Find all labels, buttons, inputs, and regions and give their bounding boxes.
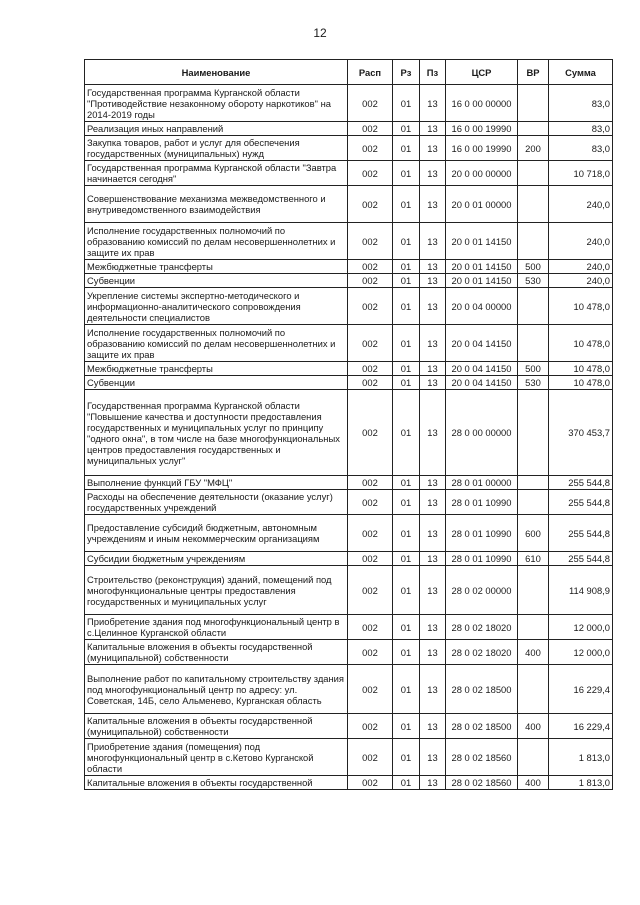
cell-rz: 01	[393, 739, 420, 776]
cell-rasp: 002	[348, 136, 393, 161]
cell-sum: 240,0	[549, 223, 613, 260]
cell-rz: 01	[393, 274, 420, 288]
cell-sum: 240,0	[549, 260, 613, 274]
cell-name: Исполнение государственных полномочий по образованию комиссий по делам несовершеннолетних и защите их прав	[85, 325, 348, 362]
cell-vr	[518, 490, 549, 515]
cell-rz: 01	[393, 640, 420, 665]
table-body	[85, 85, 613, 790]
cell-name: Капитальные вложения в объекты государственной (муниципальной) собственности	[85, 640, 348, 665]
cell-csr: 20 0 01 14150	[446, 274, 518, 288]
cell-vr: 530	[518, 274, 549, 288]
cell-vr	[518, 288, 549, 325]
cell-name: Государственная программа Курганской области "Повышение качества и доступности предоставления государственных и муниципальных услуг по принципу "одного окна", в том числе на базе многофункциональных центров предоставления государственных и муниципальных услуг"	[85, 390, 348, 476]
cell-pz: 13	[420, 136, 446, 161]
cell-csr: 20 0 01 14150	[446, 223, 518, 260]
cell-rz: 01	[393, 615, 420, 640]
table-row	[85, 739, 613, 776]
cell-csr: 28 0 01 00000	[446, 476, 518, 490]
cell-pz: 13	[420, 325, 446, 362]
cell-vr	[518, 615, 549, 640]
cell-pz: 13	[420, 665, 446, 714]
cell-csr: 28 0 02 18020	[446, 640, 518, 665]
cell-name: Реализация иных направлений	[85, 122, 348, 136]
cell-vr: 500	[518, 362, 549, 376]
cell-pz: 13	[420, 161, 446, 186]
cell-rasp: 002	[348, 325, 393, 362]
cell-sum: 255 544,8	[549, 552, 613, 566]
cell-name: Государственная программа Курганской области "Завтра начинается сегодня"	[85, 161, 348, 186]
cell-name: Выполнение работ по капитальному строительству здания под многофункциональный центр по адресу: ул. Советская, 14Б, село Альменево, Курганская область	[85, 665, 348, 714]
table-row	[85, 490, 613, 515]
cell-vr	[518, 85, 549, 122]
cell-name: Субвенции	[85, 376, 348, 390]
cell-sum: 114 908,9	[549, 566, 613, 615]
cell-csr: 16 0 00 19990	[446, 122, 518, 136]
header-sum: Сумма	[549, 60, 613, 85]
cell-rasp: 002	[348, 186, 393, 223]
cell-sum: 1 813,0	[549, 739, 613, 776]
cell-rz: 01	[393, 122, 420, 136]
cell-rz: 01	[393, 776, 420, 790]
cell-vr	[518, 325, 549, 362]
header-rasp: Расп	[348, 60, 393, 85]
cell-pz: 13	[420, 739, 446, 776]
cell-rasp: 002	[348, 739, 393, 776]
cell-rz: 01	[393, 490, 420, 515]
cell-sum: 240,0	[549, 274, 613, 288]
cell-csr: 28 0 02 00000	[446, 566, 518, 615]
table-row	[85, 260, 613, 274]
cell-vr: 500	[518, 260, 549, 274]
cell-name: Приобретение здания (помещения) под многофункциональный центр в с.Кетово Курганской области	[85, 739, 348, 776]
table-row	[85, 515, 613, 552]
cell-rz: 01	[393, 136, 420, 161]
cell-csr: 28 0 02 18500	[446, 714, 518, 739]
cell-csr: 20 0 04 14150	[446, 376, 518, 390]
cell-vr	[518, 186, 549, 223]
table-row	[85, 615, 613, 640]
page-number: 12	[313, 26, 327, 40]
cell-rz: 01	[393, 362, 420, 376]
cell-rasp: 002	[348, 476, 393, 490]
table-row	[85, 476, 613, 490]
table-row	[85, 390, 613, 476]
cell-pz: 13	[420, 714, 446, 739]
cell-sum: 16 229,4	[549, 714, 613, 739]
table-row	[85, 566, 613, 615]
cell-name: Государственная программа Курганской области "Противодействие незаконному обороту наркотиков" на 2014-2019 годы	[85, 85, 348, 122]
cell-sum: 10 478,0	[549, 376, 613, 390]
cell-rz: 01	[393, 390, 420, 476]
cell-rasp: 002	[348, 714, 393, 739]
cell-vr: 530	[518, 376, 549, 390]
cell-pz: 13	[420, 640, 446, 665]
cell-sum: 16 229,4	[549, 665, 613, 714]
cell-name: Закупка товаров, работ и услуг для обеспечения государственных (муниципальных) нужд	[85, 136, 348, 161]
cell-pz: 13	[420, 122, 446, 136]
cell-vr	[518, 739, 549, 776]
cell-rasp: 002	[348, 288, 393, 325]
cell-name: Межбюджетные трансферты	[85, 260, 348, 274]
cell-rz: 01	[393, 376, 420, 390]
table-row	[85, 288, 613, 325]
cell-rasp: 002	[348, 665, 393, 714]
table-row	[85, 186, 613, 223]
cell-name: Субсидии бюджетным учреждениям	[85, 552, 348, 566]
cell-pz: 13	[420, 376, 446, 390]
cell-csr: 28 0 02 18560	[446, 739, 518, 776]
cell-rz: 01	[393, 515, 420, 552]
cell-csr: 28 0 02 18020	[446, 615, 518, 640]
table-row	[85, 776, 613, 790]
cell-sum: 370 453,7	[549, 390, 613, 476]
cell-rz: 01	[393, 186, 420, 223]
table-row	[85, 640, 613, 665]
cell-name: Строительство (реконструкция) зданий, помещений под многофункциональные центры предоставления государственных и муниципальных услуг	[85, 566, 348, 615]
header-pz: Пз	[420, 60, 446, 85]
cell-name: Предоставление субсидий бюджетным, автономным учреждениям и иным некоммерческим организациям	[85, 515, 348, 552]
table-row	[85, 136, 613, 161]
cell-vr	[518, 161, 549, 186]
cell-rasp: 002	[348, 274, 393, 288]
cell-rz: 01	[393, 476, 420, 490]
table-row	[85, 122, 613, 136]
cell-sum: 10 478,0	[549, 362, 613, 376]
cell-pz: 13	[420, 490, 446, 515]
cell-sum: 12 000,0	[549, 640, 613, 665]
budget-table	[84, 59, 613, 790]
table-row	[85, 376, 613, 390]
cell-csr: 20 0 04 00000	[446, 288, 518, 325]
cell-pz: 13	[420, 390, 446, 476]
cell-pz: 13	[420, 615, 446, 640]
cell-rasp: 002	[348, 515, 393, 552]
cell-csr: 16 0 00 19990	[446, 136, 518, 161]
table-row	[85, 85, 613, 122]
cell-name: Исполнение государственных полномочий по образованию комиссий по делам несовершеннолетних и защите их прав	[85, 223, 348, 260]
cell-csr: 28 0 01 10990	[446, 490, 518, 515]
table-row	[85, 665, 613, 714]
cell-name: Совершенствование механизма межведомственного и внутриведомственного взаимодействия	[85, 186, 348, 223]
cell-pz: 13	[420, 274, 446, 288]
cell-vr	[518, 665, 549, 714]
cell-rasp: 002	[348, 615, 393, 640]
header-vr: ВР	[518, 60, 549, 85]
cell-csr: 20 0 00 00000	[446, 161, 518, 186]
cell-rasp: 002	[348, 776, 393, 790]
cell-pz: 13	[420, 260, 446, 274]
cell-csr: 28 0 00 00000	[446, 390, 518, 476]
cell-pz: 13	[420, 776, 446, 790]
cell-csr: 28 0 01 10990	[446, 515, 518, 552]
cell-name: Приобретение здания под многофункциональный центр в с.Целинное Курганской области	[85, 615, 348, 640]
cell-rasp: 002	[348, 566, 393, 615]
cell-pz: 13	[420, 362, 446, 376]
cell-vr: 400	[518, 640, 549, 665]
cell-name: Субвенции	[85, 274, 348, 288]
cell-sum: 83,0	[549, 85, 613, 122]
cell-pz: 13	[420, 476, 446, 490]
table-header-row	[85, 60, 613, 85]
cell-rasp: 002	[348, 390, 393, 476]
cell-vr	[518, 122, 549, 136]
cell-rz: 01	[393, 288, 420, 325]
table-row	[85, 552, 613, 566]
table-row	[85, 714, 613, 739]
cell-rz: 01	[393, 665, 420, 714]
cell-sum: 12 000,0	[549, 615, 613, 640]
cell-name: Расходы на обеспечение деятельности (оказание услуг) государственных учреждений	[85, 490, 348, 515]
cell-rz: 01	[393, 325, 420, 362]
cell-rasp: 002	[348, 490, 393, 515]
cell-vr	[518, 223, 549, 260]
cell-vr: 610	[518, 552, 549, 566]
cell-sum: 10 478,0	[549, 288, 613, 325]
cell-pz: 13	[420, 552, 446, 566]
cell-name: Капитальные вложения в объекты государственной	[85, 776, 348, 790]
cell-sum: 255 544,8	[549, 490, 613, 515]
cell-csr: 20 0 04 14150	[446, 362, 518, 376]
cell-csr: 28 0 02 18560	[446, 776, 518, 790]
cell-vr: 600	[518, 515, 549, 552]
cell-vr: 400	[518, 776, 549, 790]
cell-name: Укрепление системы экспертно-методического и информационно-аналитического сопровождения деятельности специалистов	[85, 288, 348, 325]
cell-rasp: 002	[348, 161, 393, 186]
cell-pz: 13	[420, 85, 446, 122]
cell-csr: 20 0 01 14150	[446, 260, 518, 274]
cell-csr: 16 0 00 00000	[446, 85, 518, 122]
cell-sum: 10 718,0	[549, 161, 613, 186]
cell-csr: 20 0 01 00000	[446, 186, 518, 223]
cell-rz: 01	[393, 161, 420, 186]
cell-pz: 13	[420, 223, 446, 260]
cell-rasp: 002	[348, 260, 393, 274]
table-row	[85, 362, 613, 376]
cell-rasp: 002	[348, 552, 393, 566]
cell-name: Капитальные вложения в объекты государственной (муниципальной) собственности	[85, 714, 348, 739]
cell-rz: 01	[393, 85, 420, 122]
cell-vr	[518, 566, 549, 615]
table-row	[85, 223, 613, 260]
cell-vr	[518, 476, 549, 490]
cell-sum: 1 813,0	[549, 776, 613, 790]
cell-rasp: 002	[348, 640, 393, 665]
header-name: Наименование	[85, 60, 348, 85]
cell-rz: 01	[393, 260, 420, 274]
header-csr: ЦСР	[446, 60, 518, 85]
header-rz: Рз	[393, 60, 420, 85]
cell-rasp: 002	[348, 376, 393, 390]
cell-sum: 240,0	[549, 186, 613, 223]
cell-sum: 10 478,0	[549, 325, 613, 362]
cell-vr: 200	[518, 136, 549, 161]
cell-sum: 83,0	[549, 122, 613, 136]
cell-vr: 400	[518, 714, 549, 739]
cell-csr: 28 0 02 18500	[446, 665, 518, 714]
cell-csr: 28 0 01 10990	[446, 552, 518, 566]
cell-pz: 13	[420, 186, 446, 223]
cell-rasp: 002	[348, 223, 393, 260]
cell-csr: 20 0 04 14150	[446, 325, 518, 362]
cell-rasp: 002	[348, 85, 393, 122]
cell-rz: 01	[393, 552, 420, 566]
table-row	[85, 325, 613, 362]
cell-pz: 13	[420, 288, 446, 325]
cell-name: Межбюджетные трансферты	[85, 362, 348, 376]
cell-name: Выполнение функций ГБУ "МФЦ"	[85, 476, 348, 490]
table-row	[85, 274, 613, 288]
cell-rasp: 002	[348, 122, 393, 136]
cell-pz: 13	[420, 566, 446, 615]
cell-rz: 01	[393, 714, 420, 739]
table-row	[85, 161, 613, 186]
cell-sum: 255 544,8	[549, 476, 613, 490]
cell-vr	[518, 390, 549, 476]
cell-rz: 01	[393, 223, 420, 260]
cell-rasp: 002	[348, 362, 393, 376]
cell-sum: 255 544,8	[549, 515, 613, 552]
cell-rz: 01	[393, 566, 420, 615]
cell-sum: 83,0	[549, 136, 613, 161]
cell-pz: 13	[420, 515, 446, 552]
